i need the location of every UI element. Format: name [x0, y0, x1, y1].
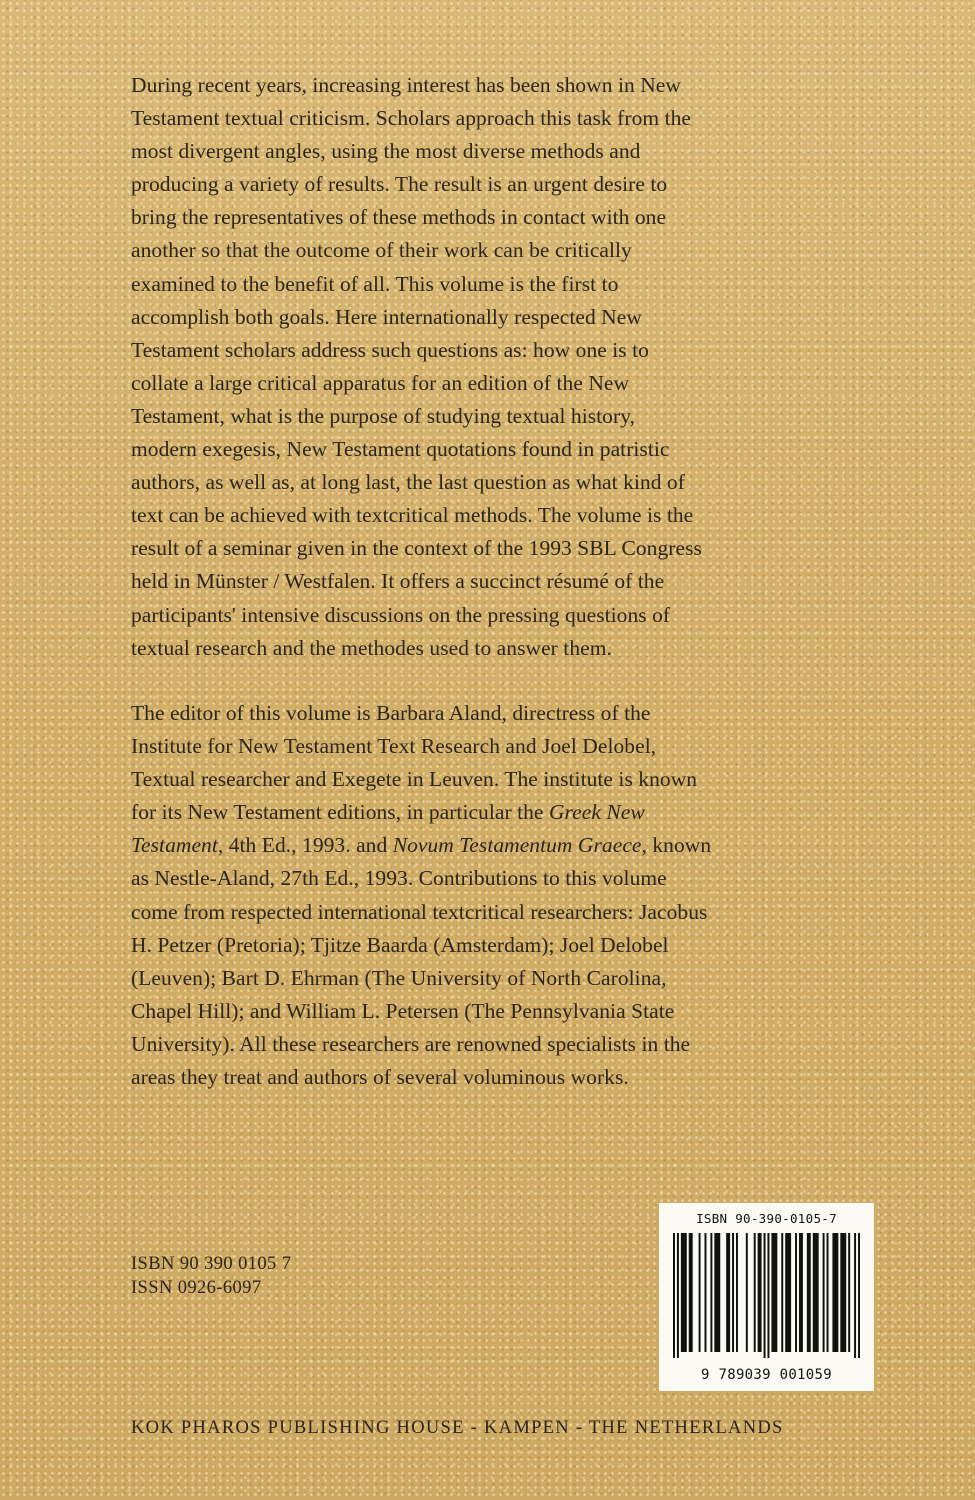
- book-identifiers: [131, 1252, 291, 1300]
- text-line: textual research and the methodes used to answer them.: [131, 635, 612, 660]
- text-line: producing a variety of results. The result is an urgent desire to: [131, 172, 668, 197]
- barcode-bar: [771, 1233, 777, 1352]
- text-line: During recent years, increasing interest has been shown in New: [131, 73, 681, 97]
- text-run: , known: [641, 833, 712, 858]
- barcode-bar: [813, 1233, 819, 1352]
- text-line: (Leuven); Bart D. Ehrman (The University of North Carolina,: [131, 965, 667, 990]
- barcode-bar: [714, 1233, 720, 1352]
- barcode-bar: [807, 1233, 811, 1352]
- text-line: text can be achieved with textcritical methods. The volume is the: [131, 503, 694, 528]
- barcode-bar: [699, 1233, 701, 1352]
- description-paragraph-2: [131, 697, 861, 1094]
- text-line: come from respected international textcritical researchers: Jacobus: [131, 899, 708, 924]
- text-line: Institute for New Testament Text Research and Joel Delobel,: [131, 734, 657, 759]
- barcode-bar: [832, 1233, 838, 1352]
- barcode-bar: [840, 1233, 846, 1352]
- barcode-panel: [659, 1203, 874, 1391]
- barcode-bar: [710, 1233, 712, 1352]
- text-line: Textual researcher and Exegete in Leuven. The institute is known: [131, 767, 698, 792]
- text-line: H. Petzer (Pretoria); Tjitze Baarda (Amsterdam); Joel Delobel: [131, 932, 669, 957]
- text-line: The editor of this volume is Barbara Aland, directress of the: [131, 701, 651, 725]
- book-title-novum-testamentum: Novum Testamentum Graece: [392, 833, 642, 858]
- barcode-digits: 9 789039 001059: [701, 1367, 832, 1383]
- text-line: most divergent angles, using the most diverse methods and: [131, 139, 641, 164]
- barcode-bar: [764, 1233, 766, 1358]
- text-line: Testament, what is the purpose of studying textual history,: [131, 403, 636, 428]
- book-title-greek-new-testament: Greek New: [548, 800, 645, 825]
- publisher-line: KOK PHAROS PUBLISHING HOUSE - KAMPEN - THE NETHERLANDS: [131, 1418, 784, 1438]
- description-paragraph-1: [131, 69, 861, 665]
- barcode-bar: [677, 1233, 679, 1358]
- barcode-icon: [673, 1233, 860, 1358]
- barcode-bar: [689, 1233, 693, 1352]
- text-line: as Nestle-Aland, 27th Ed., 1993. Contributions to this volume: [131, 866, 667, 891]
- barcode-bar: [781, 1233, 783, 1352]
- text-line: [131, 829, 861, 862]
- text-run: , 4th Ed., 1993. and: [217, 833, 393, 858]
- text-run: for its New Testament editions, in particular the: [131, 800, 549, 825]
- barcode-bar: [681, 1233, 687, 1352]
- barcode-bar: [732, 1233, 734, 1352]
- barcode-isbn-label: ISBN 90-390-0105-7: [696, 1211, 837, 1226]
- barcode-bar: [799, 1233, 803, 1352]
- text-line: accomplish both goals. Here internationally respected New: [131, 304, 642, 329]
- text-line: result of a seminar given in the context of the 1993 SBL Congress: [131, 536, 702, 561]
- barcode-bar: [758, 1233, 762, 1352]
- barcode-bar: [785, 1233, 791, 1352]
- barcode-bar: [754, 1233, 756, 1352]
- text-line: another so that the outcome of their work can be critically: [131, 238, 632, 263]
- text-line: participants' intensive discussions on the pressing questions of: [131, 602, 671, 627]
- text-line: authors, as well as, at long last, the last question as what kind of: [131, 470, 685, 495]
- barcode-bar: [795, 1233, 797, 1352]
- text-line: Testament scholars address such questions as: how one is to: [131, 337, 649, 362]
- barcode-bar: [736, 1233, 738, 1352]
- book-title-greek-new-testament-cont: Testament: [131, 833, 218, 858]
- text-line: examined to the benefit of all. This volume is the first to: [131, 271, 619, 296]
- barcode-bar: [858, 1233, 860, 1358]
- text-line: Chapel Hill); and William L. Petersen (The Pennsylvania State: [131, 998, 675, 1023]
- barcode-bar: [848, 1233, 850, 1352]
- issn-text: ISSN 0926-6097: [131, 1278, 262, 1298]
- barcode-bar: [746, 1233, 748, 1352]
- text-line: held in Münster / Westfalen. It offers a succinct résumé of the: [131, 569, 665, 594]
- isbn-text: ISBN 90 390 0105 7: [131, 1254, 292, 1274]
- text-line: Testament textual criticism. Scholars approach this task from the: [131, 106, 691, 131]
- barcode-bar: [854, 1233, 856, 1358]
- barcode-bar: [823, 1233, 825, 1352]
- text-line: bring the representatives of these methods in contact with one: [131, 205, 667, 230]
- barcode-bar: [767, 1233, 769, 1358]
- barcode-bar: [704, 1233, 706, 1352]
- barcode-bar: [726, 1233, 730, 1352]
- text-line: University). All these researchers are renowned specialists in the: [131, 1031, 691, 1056]
- barcode-bar: [827, 1233, 829, 1352]
- text-line: areas they treat and authors of several voluminous works.: [131, 1065, 629, 1090]
- text-line: modern exegesis, New Testament quotations found in patristic: [131, 437, 670, 462]
- text-line: [131, 796, 861, 829]
- barcode-bar: [673, 1233, 675, 1358]
- text-line: collate a large critical apparatus for an edition of the New: [131, 370, 630, 395]
